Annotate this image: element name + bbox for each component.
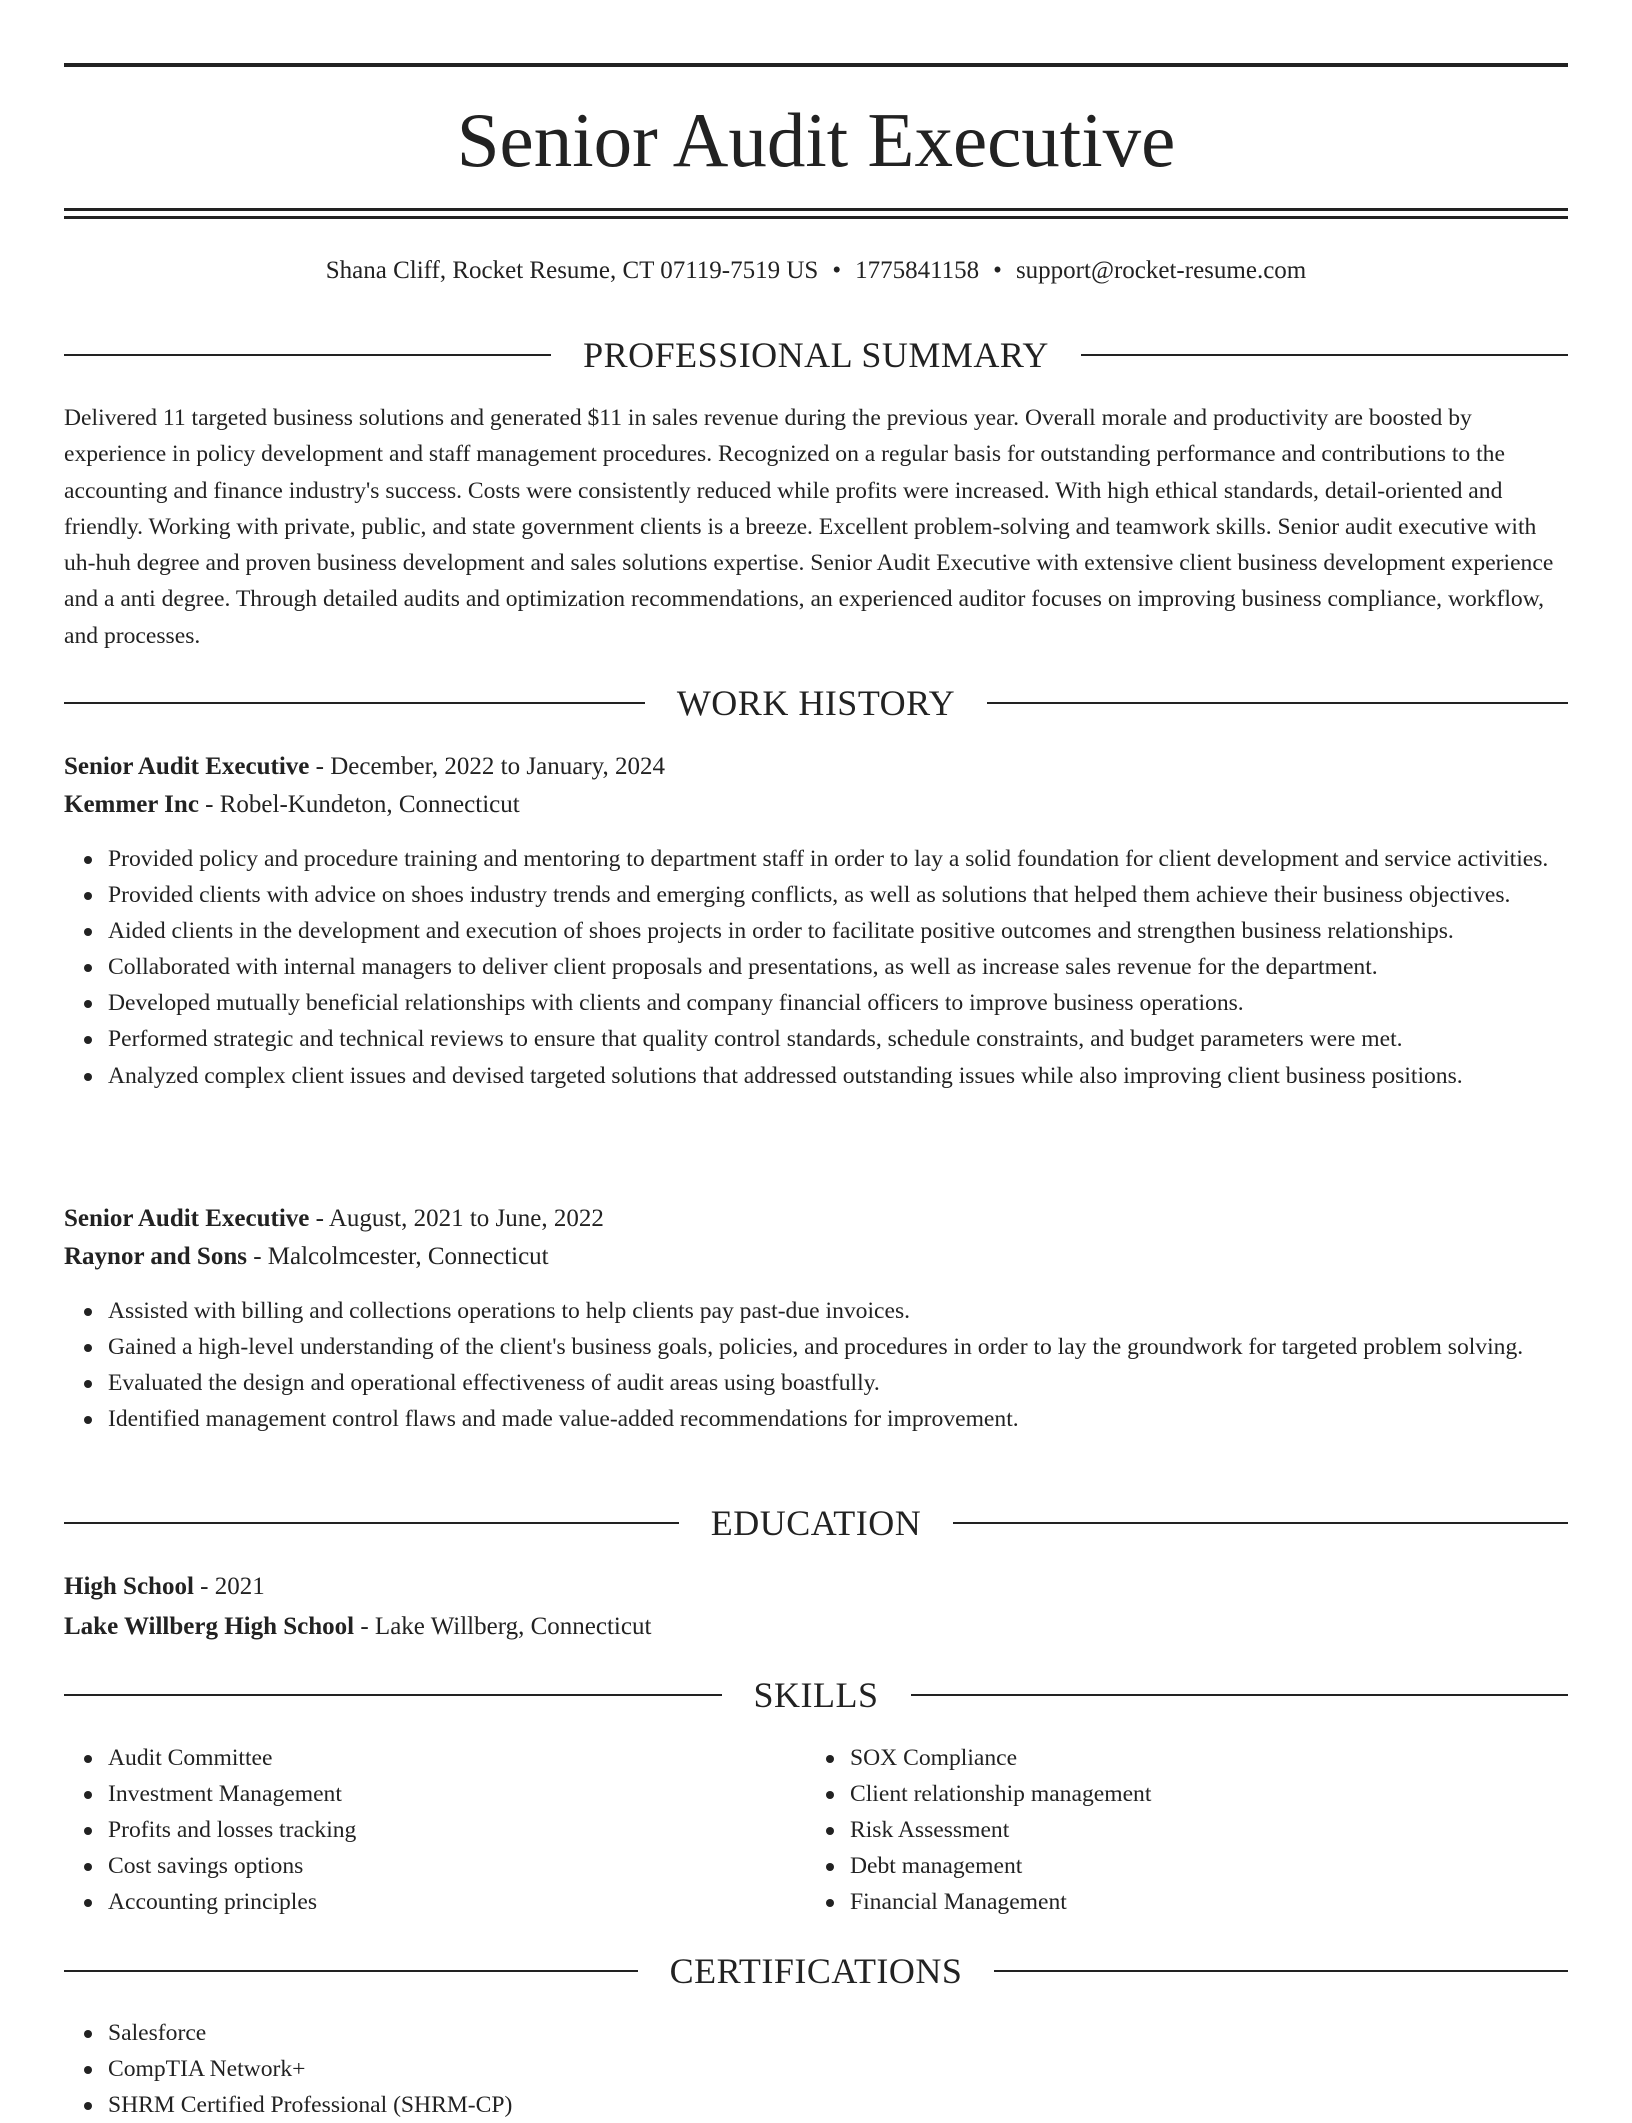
education-school: Lake Willberg High School	[64, 1613, 355, 1640]
section-heading-certifications	[64, 1949, 1568, 1993]
skills-list-right	[806, 1740, 1632, 1920]
list-item: Developed mutually beneficial relationships with clients and company financial officers to improve business operations.	[108, 985, 1568, 1021]
title-rule-upper	[64, 208, 1568, 211]
job-dates: - December, 2022 to January, 2024	[309, 753, 665, 780]
contact-address: Shana Cliff, Rocket Resume, CT 07119-7519 US	[325, 257, 819, 284]
section-heading-work	[64, 681, 1568, 725]
skill-item: Debt management	[850, 1848, 1632, 1884]
job-title: Senior Audit Executive	[64, 1205, 310, 1232]
resume-title: Senior Audit Executive	[456, 97, 1176, 183]
job-bullets	[64, 841, 1568, 1094]
education-degree: High School	[64, 1573, 194, 1600]
heading-rule	[64, 702, 645, 704]
contact-phone: 1775841158	[855, 257, 980, 284]
heading-rule	[64, 354, 551, 356]
section-title: PROFESSIONAL SUMMARY	[583, 335, 1049, 375]
list-item: Provided policy and procedure training and mentoring to department staff in order to lay a solid foundation for client development and service activities.	[108, 841, 1568, 877]
job-company-line	[64, 786, 1568, 824]
summary-text: Delivered 11 targeted business solutions and generated $11 in sales revenue during the previous year. Overall morale and productivity are boosted by experience in policy development and staff management procedures. Recognized on a regular basis for outstanding performance and contributions to the accounting and finance industry's success. Costs were consistently reduced while profits were increased. With high ethical standards, detail-oriented and friendly. Working with private, public, and state government clients is a breeze. Excellent problem-solving and teamwork skills. Senior audit executive with uh-huh degree and proven business development and sales solutions expertise. Senior Audit Executive with extensive client business development experience and a anti degree. Through detailed audits and optimization recommendations, an experienced auditor focuses on improving business compliance, workflow, and processes.	[64, 405, 1554, 649]
certification-item: Salesforce	[108, 2015, 1568, 2051]
skill-item: Client relationship management	[850, 1776, 1632, 1812]
list-item: Collaborated with internal managers to deliver client proposals and presentations, as well as increase sales revenue for the department.	[108, 949, 1568, 985]
job-dates: - August, 2021 to June, 2022	[309, 1205, 604, 1232]
contact-separator: •	[832, 257, 842, 284]
skill-item: Investment Management	[108, 1776, 1568, 1812]
job-title-line	[64, 748, 1568, 786]
job-bullets	[64, 1293, 1568, 1437]
skill-item: Accounting principles	[108, 1884, 1568, 1920]
heading-rule	[64, 1970, 638, 1972]
list-item: Analyzed complex client issues and devised targeted solutions that addressed outstanding issues while also improving client business positions.	[108, 1058, 1568, 1094]
section-heading-education	[64, 1501, 1568, 1545]
contact-line	[64, 254, 1568, 288]
section-title: CERTIFICATIONS	[669, 1951, 963, 1991]
heading-rule	[987, 702, 1568, 704]
job-location: - Robel-Kundeton, Connecticut	[198, 791, 520, 818]
section-heading-summary	[64, 333, 1568, 377]
certification-item: CompTIA Network+	[108, 2051, 1568, 2087]
heading-rule	[994, 1970, 1568, 1972]
section-title: WORK HISTORY	[676, 683, 956, 723]
heading-rule	[911, 1694, 1569, 1696]
skill-item: SOX Compliance	[850, 1740, 1632, 1776]
skill-item: Cost savings options	[108, 1848, 1568, 1884]
list-item: Gained a high-level understanding of the client's business goals, policies, and procedures in order to lay the groundwork for targeted problem solving.	[108, 1329, 1568, 1365]
job-company: Kemmer Inc	[64, 791, 199, 818]
title-rule-lower	[64, 216, 1568, 219]
section-title: EDUCATION	[710, 1503, 922, 1543]
education-degree-line	[64, 1568, 1568, 1606]
heading-rule	[64, 1522, 679, 1524]
list-item: Performed strategic and technical reviews to ensure that quality control standards, schedule constraints, and budget parameters were met.	[108, 1021, 1568, 1057]
heading-rule	[64, 1694, 722, 1696]
list-item: Provided clients with advice on shoes industry trends and emerging conflicts, as well as solutions that helped them achieve their business objectives.	[108, 877, 1568, 913]
heading-rule	[953, 1522, 1568, 1524]
section-title: SKILLS	[753, 1675, 879, 1715]
skill-item: Financial Management	[850, 1884, 1632, 1920]
education-year: - 2021	[193, 1573, 265, 1600]
certifications-list	[64, 2015, 1568, 2123]
job-title-line	[64, 1200, 1568, 1238]
skill-item: Audit Committee	[108, 1740, 1568, 1776]
heading-rule	[1081, 354, 1568, 356]
education-location: - Lake Willberg, Connecticut	[354, 1613, 652, 1640]
education-school-line	[64, 1608, 1568, 1646]
job-location: - Malcolmcester, Connecticut	[246, 1243, 549, 1270]
skill-item: Profits and losses tracking	[108, 1812, 1568, 1848]
list-item: Identified management control flaws and made value-added recommendations for improvement.	[108, 1401, 1568, 1437]
job-company-line	[64, 1238, 1568, 1276]
job-title: Senior Audit Executive	[64, 753, 310, 780]
list-item: Aided clients in the development and execution of shoes projects in order to facilitate positive outcomes and strengthen business relationships.	[108, 913, 1568, 949]
skill-item: Risk Assessment	[850, 1812, 1632, 1848]
section-heading-skills	[64, 1673, 1568, 1717]
certification-item: SHRM Certified Professional (SHRM-CP)	[108, 2087, 1568, 2123]
contact-separator: •	[993, 257, 1002, 284]
list-item: Evaluated the design and operational effectiveness of audit areas using boastfully.	[108, 1365, 1568, 1401]
list-item: Assisted with billing and collections operations to help clients pay past-due invoices.	[108, 1293, 1568, 1329]
job-company: Raynor and Sons	[64, 1243, 247, 1270]
top-rule	[64, 63, 1568, 67]
contact-email: support@rocket-resume.com	[1015, 257, 1307, 284]
